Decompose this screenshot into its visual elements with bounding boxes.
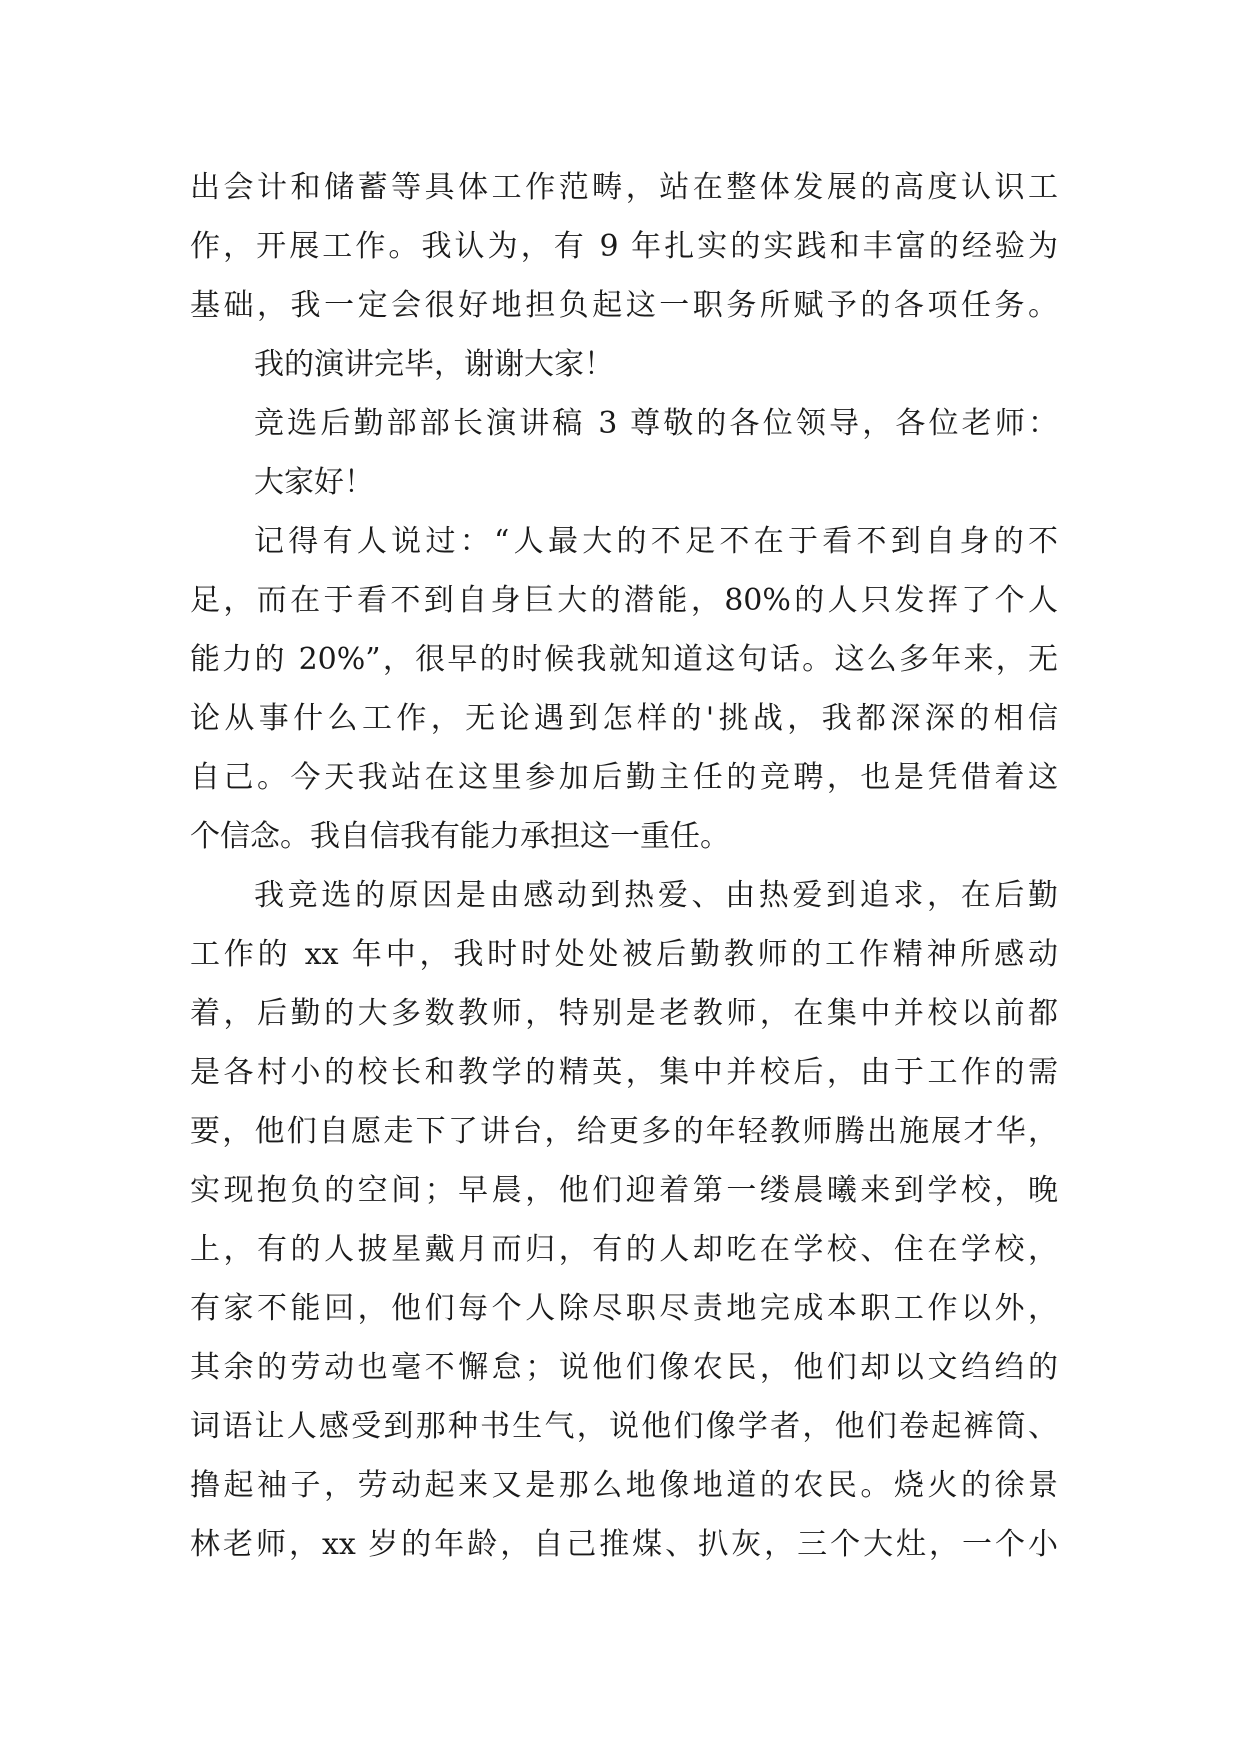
- text-line: 工作的 xx 年中，我时时处处被后勤教师的工作精神所感动: [190, 937, 1058, 972]
- text-line: 作，开展工作。我认为，有 9 年扎实的实践和丰富的经验为: [190, 229, 1058, 264]
- text-line: 有家不能回，他们每个人除尽职尽责地完成本职工作以外，: [190, 1291, 1058, 1326]
- text-line: 撸起袖子，劳动起来又是那么地像地道的农民。烧火的徐景: [190, 1468, 1058, 1503]
- text-line: 着，后勤的大多数教师，特别是老教师，在集中并校以前都: [190, 996, 1058, 1031]
- text-line: 实现抱负的空间；早晨，他们迎着第一缕晨曦来到学校，晚: [190, 1173, 1058, 1208]
- greeting-line: 大家好！: [254, 465, 374, 500]
- section-title-line: 竞选后勤部部长演讲稿 3 尊敬的各位领导，各位老师：: [254, 406, 1058, 441]
- paragraph-start: 我的演讲完毕，谢谢大家！: [254, 347, 614, 382]
- paragraph-start: 我竞选的原因是由感动到热爱、由热爱到追求，在后勤: [254, 878, 1058, 913]
- text-line: 出会计和储蓄等具体工作范畴，站在整体发展的高度认识工: [190, 170, 1058, 205]
- document-body: [190, 158, 1058, 1574]
- text-line: 基础，我一定会很好地担负起这一职务所赋予的各项任务。: [190, 288, 1058, 323]
- text-line: 要，他们自愿走下了讲台，给更多的年轻教师腾出施展才华，: [190, 1114, 1058, 1149]
- text-line: 个信念。我自信我有能力承担这一重任。: [190, 819, 730, 854]
- text-line: 其余的劳动也毫不懈怠；说他们像农民，他们却以文绉绉的: [190, 1350, 1058, 1385]
- text-line: 上，有的人披星戴月而归，有的人却吃在学校、住在学校，: [190, 1232, 1058, 1267]
- text-line: 能力的 20%”，很早的时候我就知道这句话。这么多年来，无: [190, 642, 1058, 677]
- text-line: 足，而在于看不到自身巨大的潜能，80%的人只发挥了个人: [190, 583, 1058, 618]
- text-line: 词语让人感受到那种书生气，说他们像学者，他们卷起裤筒、: [190, 1409, 1058, 1444]
- text-line: 自己。今天我站在这里参加后勤主任的竞聘，也是凭借着这: [190, 760, 1058, 795]
- text-line: 林老师，xx 岁的年龄，自己推煤、扒灰，三个大灶，一个小: [190, 1527, 1058, 1562]
- text-line: 论从事什么工作，无论遇到怎样的'挑战，我都深深的相信: [190, 701, 1058, 736]
- text-line: 是各村小的校长和教学的精英，集中并校后，由于工作的需: [190, 1055, 1058, 1090]
- paragraph-start: 记得有人说过：“人最大的不足不在于看不到自身的不: [254, 524, 1058, 559]
